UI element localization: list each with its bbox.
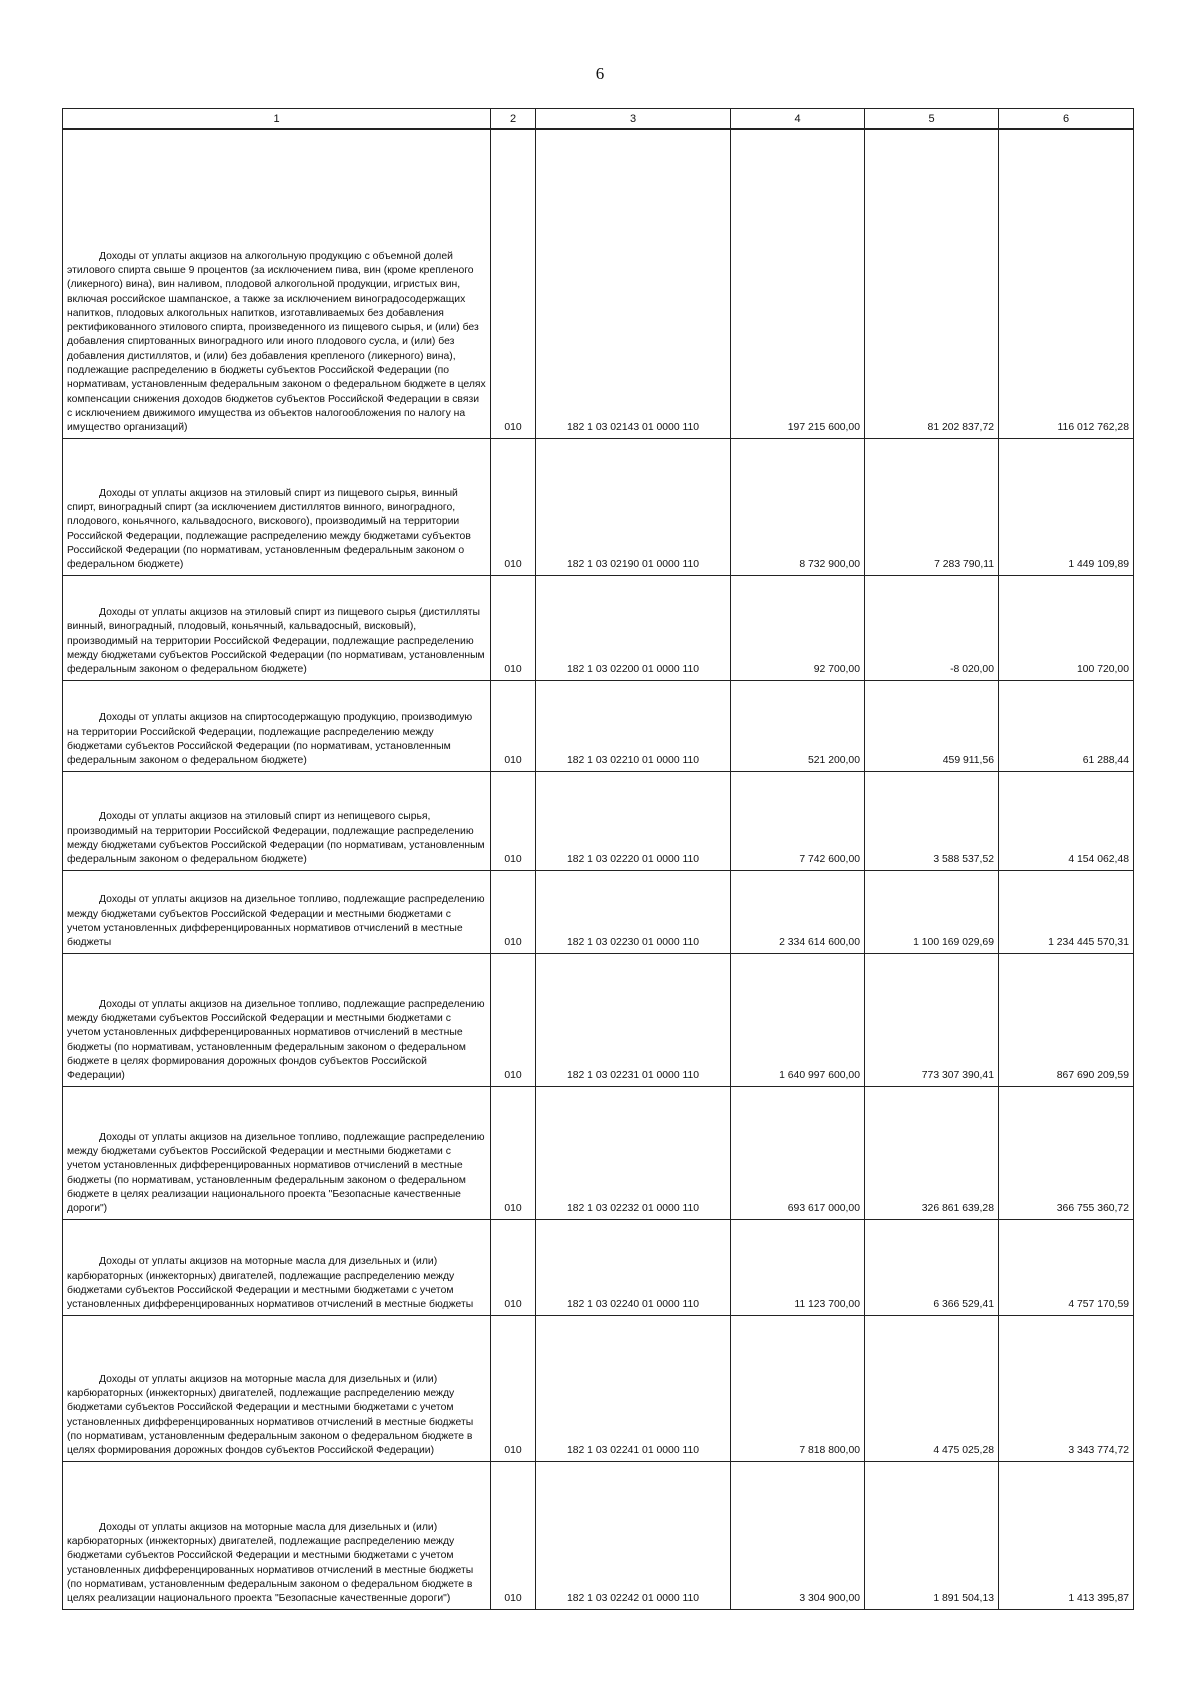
table-row [63,1086,1134,1219]
row-kbk: 182 1 03 02190 01 0000 110 [536,438,731,575]
row-actual-value: 81 202 837,72 [865,129,999,438]
row-remainder-value: 1 449 109,89 [999,438,1134,575]
column-header-1: 1 [63,109,491,130]
header-row [63,109,1134,130]
row-description: Доходы от уплаты акцизов на спиртосодержащую продукцию, производимую на территории Российской Федерации, подлежащие распределению между бюджетами субъектов Российской Федерации (по нормативам, установленным федеральным законом о федеральном бюджете) [63,680,491,771]
column-header-3: 3 [536,109,731,130]
row-description: Доходы от уплаты акцизов на этиловый спирт из пищевого сырья, винный спирт, виноградный спирт (за исключением дистиллятов винного, виноградного, плодового, коньячного, кальвадосного, вискового), производимый на территории Российской Федерации, подлежащие распределению между бюджетами субъектов Российской Федерации (по нормативам, установленным федеральным законом о федеральном бюджете) [63,438,491,575]
row-actual-value: 459 911,56 [865,680,999,771]
row-actual-value: 3 588 537,52 [865,771,999,870]
row-code: 010 [491,953,536,1086]
column-header-2: 2 [491,109,536,130]
row-kbk: 182 1 03 02231 01 0000 110 [536,953,731,1086]
row-code: 010 [491,1086,536,1219]
row-plan-value: 7 742 600,00 [731,771,865,870]
row-remainder-value: 100 720,00 [999,575,1134,680]
row-code: 010 [491,870,536,953]
table-row [63,575,1134,680]
row-kbk: 182 1 03 02143 01 0000 110 [536,129,731,438]
row-description: Доходы от уплаты акцизов на дизельное топливо, подлежащие распределению между бюджетами субъектов Российской Федерации и местными бюджетами с учетом установленных дифференцированных нормативов отчислений в местные бюджеты (по нормативам, установленным федеральным законом о федеральном бюджете в целях реализации национального проекта "Безопасные качественные дороги") [63,1086,491,1219]
row-remainder-value: 1 413 395,87 [999,1461,1134,1609]
row-actual-value: 1 891 504,13 [865,1461,999,1609]
row-description: Доходы от уплаты акцизов на дизельное топливо, подлежащие распределению между бюджетами субъектов Российской Федерации и местными бюджетами с учетом установленных дифференцированных нормативов отчислений в местные бюджеты (по нормативам, установленным федеральным законом о федеральном бюджете в целях формирования дорожных фондов субъектов Российской Федерации) [63,953,491,1086]
column-header-6: 6 [999,109,1134,130]
row-description: Доходы от уплаты акцизов на моторные масла для дизельных и (или) карбюраторных (инжекторных) двигателей, подлежащие распределению между бюджетами субъектов Российской Федерации и местными бюджетами с учетом установленных дифференцированных нормативов отчислений в местные бюджеты (по нормативам, установленным федеральным законом о федеральном бюджете в целях формирования дорожных фондов субъектов Российской Федерации) [63,1315,491,1461]
row-kbk: 182 1 03 02200 01 0000 110 [536,575,731,680]
row-code: 010 [491,575,536,680]
table-row [63,870,1134,953]
row-kbk: 182 1 03 02240 01 0000 110 [536,1219,731,1315]
row-kbk: 182 1 03 02220 01 0000 110 [536,771,731,870]
row-actual-value: 4 475 025,28 [865,1315,999,1461]
row-actual-value: -8 020,00 [865,575,999,680]
row-actual-value: 6 366 529,41 [865,1219,999,1315]
row-plan-value: 7 818 800,00 [731,1315,865,1461]
row-plan-value: 1 640 997 600,00 [731,953,865,1086]
row-code: 010 [491,129,536,438]
row-actual-value: 773 307 390,41 [865,953,999,1086]
table-row [63,1315,1134,1461]
row-actual-value: 7 283 790,11 [865,438,999,575]
row-code: 010 [491,1461,536,1609]
row-code: 010 [491,771,536,870]
row-kbk: 182 1 03 02230 01 0000 110 [536,870,731,953]
row-actual-value: 326 861 639,28 [865,1086,999,1219]
row-plan-value: 8 732 900,00 [731,438,865,575]
row-remainder-value: 1 234 445 570,31 [999,870,1134,953]
table-row [63,771,1134,870]
row-description: Доходы от уплаты акцизов на алкогольную продукцию с объемной долей этилового спирта свыше 9 процентов (за исключением пива, вин (кроме крепленого (ликерного) вина), вин наливом, плодовой алкогольной продукции, игристых вин, включая российское шампанское, а также за исключением виноградосодержащих напитков, плодовых алкогольных напитков, изготавливаемых без добавления ректификованного этилового спирта, произведенного из пищевого сырья, и (или) без добавления спиртованных виноградного или иного плодового сусла, и (или) без добавления дистиллятов, и (или) без добавления крепленого (ликерного) вина), подлежащие распределению в бюджеты субъектов Российской Федерации (по нормативам, установленным федеральным законом о федеральном бюджете в целях компенсации снижения доходов бюджетов субъектов Российской Федерации в связи с исключением движимого имущества из объектов налогообложения по налогу на имущество организаций) [63,129,491,438]
row-description: Доходы от уплаты акцизов на моторные масла для дизельных и (или) карбюраторных (инжекторных) двигателей, подлежащие распределению между бюджетами субъектов Российской Федерации и местными бюджетами с учетом установленных дифференцированных нормативов отчислений в местные бюджеты (по нормативам, установленным федеральным законом о федеральном бюджете в целях реализации национального проекта "Безопасные качественные дороги") [63,1461,491,1609]
row-remainder-value: 366 755 360,72 [999,1086,1134,1219]
row-plan-value: 2 334 614 600,00 [731,870,865,953]
table-row [63,1219,1134,1315]
row-plan-value: 92 700,00 [731,575,865,680]
row-description: Доходы от уплаты акцизов на дизельное топливо, подлежащие распределению между бюджетами субъектов Российской Федерации и местными бюджетами с учетом установленных дифференцированных нормативов отчислений в местные бюджеты [63,870,491,953]
row-description: Доходы от уплаты акцизов на моторные масла для дизельных и (или) карбюраторных (инжекторных) двигателей, подлежащие распределению между бюджетами субъектов Российской Федерации и местными бюджетами с учетом установленных дифференцированных нормативов отчислений в местные бюджеты [63,1219,491,1315]
row-kbk: 182 1 03 02210 01 0000 110 [536,680,731,771]
row-remainder-value: 4 154 062,48 [999,771,1134,870]
revenue-table [62,108,1134,1610]
row-plan-value: 693 617 000,00 [731,1086,865,1219]
table-row [63,129,1134,438]
row-remainder-value: 116 012 762,28 [999,129,1134,438]
row-plan-value: 197 215 600,00 [731,129,865,438]
row-plan-value: 521 200,00 [731,680,865,771]
row-remainder-value: 4 757 170,59 [999,1219,1134,1315]
row-code: 010 [491,680,536,771]
column-header-5: 5 [865,109,999,130]
row-code: 010 [491,1219,536,1315]
row-kbk: 182 1 03 02232 01 0000 110 [536,1086,731,1219]
row-remainder-value: 867 690 209,59 [999,953,1134,1086]
column-header-4: 4 [731,109,865,130]
row-actual-value: 1 100 169 029,69 [865,870,999,953]
row-remainder-value: 61 288,44 [999,680,1134,771]
row-plan-value: 3 304 900,00 [731,1461,865,1609]
row-kbk: 182 1 03 02241 01 0000 110 [536,1315,731,1461]
table-row [63,1461,1134,1609]
row-kbk: 182 1 03 02242 01 0000 110 [536,1461,731,1609]
row-description: Доходы от уплаты акцизов на этиловый спирт из непищевого сырья, производимый на территории Российской Федерации, подлежащие распределению между бюджетами субъектов Российской Федерации (по нормативам, установленным федеральным законом о федеральном бюджете) [63,771,491,870]
page-number: 6 [595,64,605,83]
row-remainder-value: 3 343 774,72 [999,1315,1134,1461]
row-code: 010 [491,1315,536,1461]
table-row [63,680,1134,771]
row-plan-value: 11 123 700,00 [731,1219,865,1315]
row-code: 010 [491,438,536,575]
row-description: Доходы от уплаты акцизов на этиловый спирт из пищевого сырья (дистилляты винный, виноградный, плодовый, коньячный, кальвадосный, висковый), производимый на территории Российской Федерации, подлежащие распределению между бюджетами субъектов Российской Федерации (по нормативам, установленным федеральным законом о федеральном бюджете) [63,575,491,680]
table-row [63,438,1134,575]
table-row [63,953,1134,1086]
